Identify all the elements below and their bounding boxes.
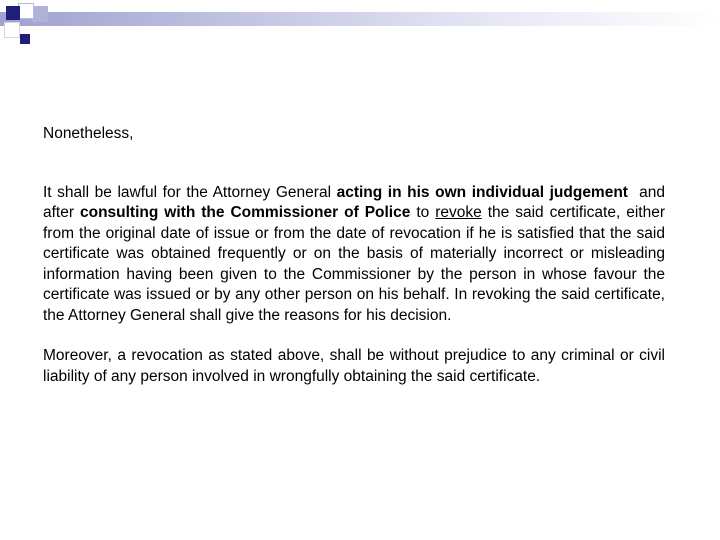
decorative-square bbox=[4, 22, 20, 38]
bold-phrase: acting in his own individual judgement bbox=[336, 183, 628, 201]
text-run: and after bbox=[43, 183, 670, 221]
bold-phrase: consulting with the Commissioner of Police bbox=[79, 204, 411, 221]
paragraph-liability: Moreover, a revocation as stated above, shall be without prejudice to any criminal or civil liability of any person involved in wrongfully obtaining the said certificate. bbox=[43, 347, 665, 385]
header-gradient-bar bbox=[0, 12, 720, 26]
decorative-square bbox=[20, 34, 30, 44]
decorative-square bbox=[6, 6, 20, 20]
slide-body bbox=[43, 124, 670, 407]
decorative-square bbox=[32, 6, 48, 22]
underlined-word: revoke bbox=[435, 204, 482, 221]
intro-text: Nonetheless, bbox=[43, 125, 134, 142]
text-run: to bbox=[410, 204, 436, 221]
decorative-square bbox=[18, 3, 34, 19]
paragraph-revocation bbox=[43, 183, 670, 327]
text-run: the said certificate, either from the original date of issue or from the date of revocation if he is satisfied that the said certificate was obtained frequently or on the basis of materially incorrect or misleading information having been given to the Commissioner by the person in whose favour the certificate was issued or by any other person on his behalf. In revoking the said certificate, the Attorney General shall give the reasons for his decision. bbox=[43, 204, 665, 324]
text-run: It shall be lawful for the Attorney General bbox=[43, 183, 337, 201]
